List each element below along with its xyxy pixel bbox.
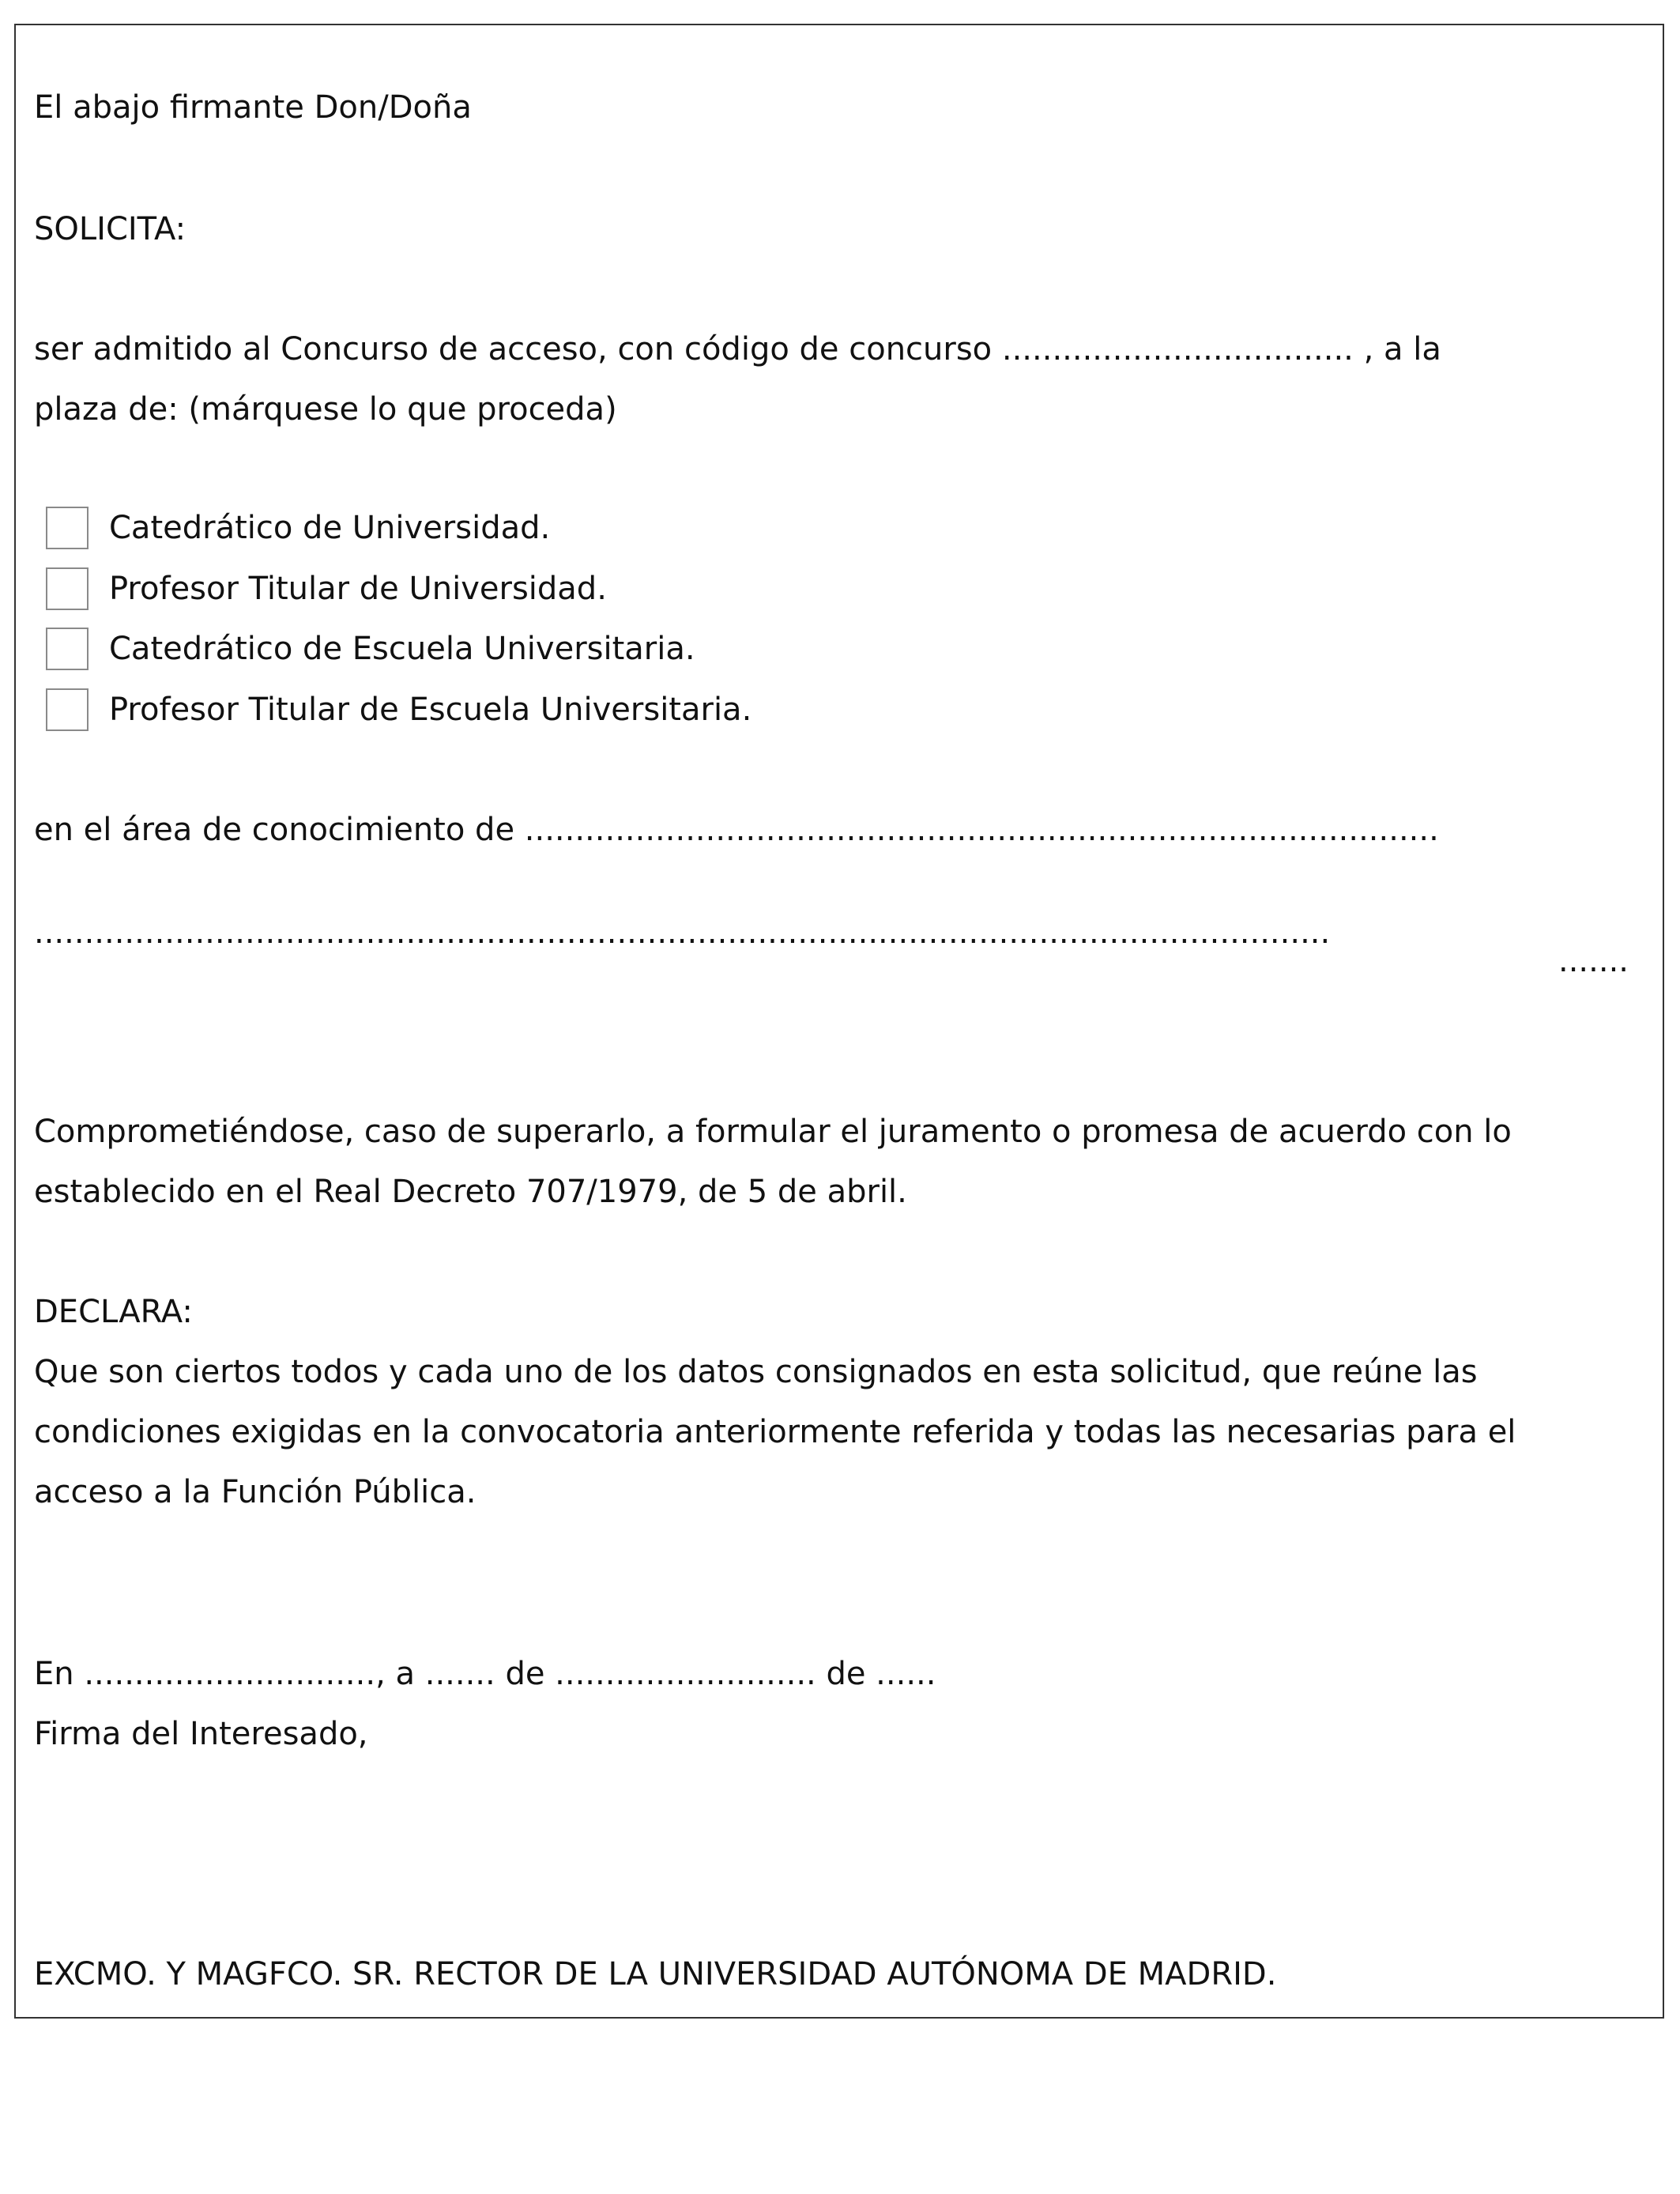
checkbox[interactable] <box>46 688 89 731</box>
declara-line-3: acceso a la Función Pública. <box>34 1474 477 1510</box>
request-line-1: ser admitido al Concurso de acceso, con código de concurso ................................... , a la <box>34 331 1441 368</box>
checkbox[interactable] <box>46 628 89 670</box>
checkbox[interactable] <box>46 567 89 610</box>
option-titular-escuela[interactable] <box>46 687 751 733</box>
area-continuation: ................................................................................................................................. <box>34 914 1331 951</box>
place-date-line: En ............................., a ....... de .......................... de ...... <box>34 1656 936 1692</box>
declara-line-2: condiciones exigidas en la convocatoria anteriormente referida y todas las necesarias para el <box>34 1414 1516 1450</box>
solicita-heading: SOLICITA: <box>34 211 186 247</box>
area-line: en el área de conocimiento de ........................................................................................... <box>34 812 1439 848</box>
option-label: Profesor Titular de Escuela Universitaria. <box>109 692 752 728</box>
request-line-2: plaza de: (márquese lo que proceda) <box>34 391 617 428</box>
checkbox[interactable] <box>46 507 89 549</box>
declara-heading: DECLARA: <box>34 1294 193 1330</box>
signer-line: El abajo firmante Don/Doña <box>34 89 472 126</box>
addressee: EXCMO. Y MAGFCO. SR. RECTOR DE LA UNIVERSIDAD AUTÓNOMA DE MADRID. <box>34 1956 1277 1992</box>
area-continuation-tail: ....... <box>1558 943 1629 979</box>
option-titular-universidad[interactable] <box>46 566 607 612</box>
signature-label: Firma del Interesado, <box>34 1716 368 1752</box>
commitment-line-2: establecido en el Real Decreto 707/1979, de 5 de abril. <box>34 1174 907 1210</box>
option-label: Profesor Titular de Universidad. <box>109 571 607 607</box>
option-catedratico-escuela[interactable] <box>46 626 695 672</box>
declara-line-1: Que son ciertos todos y cada uno de los datos consignados en esta solicitud, que reúne las <box>34 1354 1478 1390</box>
option-label: Catedrático de Escuela Universitaria. <box>109 631 695 667</box>
option-label: Catedrático de Universidad. <box>109 510 551 546</box>
option-catedratico-universidad[interactable] <box>46 505 550 551</box>
commitment-line-1: Comprometiéndose, caso de superarlo, a formular el juramento o promesa de acuerdo con lo <box>34 1114 1512 1150</box>
